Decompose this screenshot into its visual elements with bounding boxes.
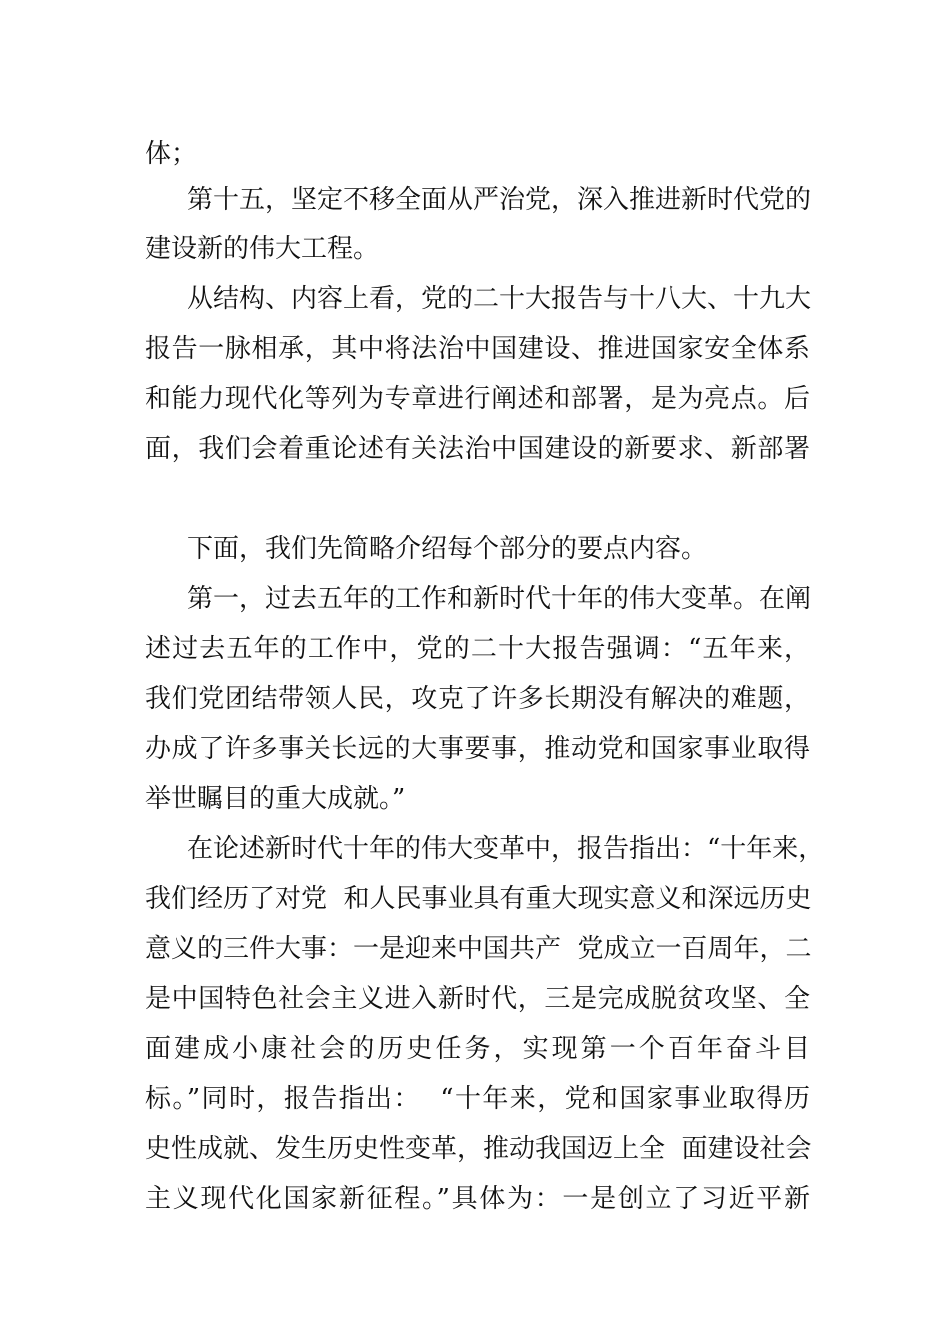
text-line: 建设新的伟大工程。 [145, 234, 380, 264]
text-line: 第一，过去五年的工作和新时代十年的伟大变革。在阐 [187, 584, 812, 614]
text-line: 下面，我们先简略介绍每个部分的要点内容。 [187, 534, 708, 564]
text-line: 体； [145, 139, 198, 169]
text-line: 在论述新时代十年的伟大变革中，报告指出：“十年来， [187, 834, 825, 864]
text-line: 面，我们会着重论述有关法治中国建设的新要求、新部署 [145, 434, 810, 464]
text-line: 面建成小康社会的历史任务，实现第一个百年奋斗目 [145, 1034, 810, 1064]
text-line: 第十五，坚定不移全面从严治党，深入推进新时代党的 [187, 185, 812, 215]
text-line: 主义现代化国家新征程。”具体为：一是创立了习近平新 [145, 1184, 810, 1214]
text-line: 报告一脉相承，其中将法治中国建设、推进国家安全体系 [145, 334, 810, 364]
text-line: 和能力现代化等列为专章进行阐述和部署，是为亮点。后 [145, 384, 810, 414]
text-line: 意义的三件大事：一是迎来中国共产 党成立一百周年，二 [145, 934, 812, 964]
text-line: 史性成就、发生历史性变革，推动我国迈上全 面建设社会 [145, 1134, 812, 1164]
text-line: 我们经历了对党 和人民事业具有重大现实意义和深远历史 [145, 884, 812, 914]
text-line: 办成了许多事关长远的大事要事，推动党和国家事业取得 [145, 734, 810, 764]
text-line: 述过去五年的工作中，党的二十大报告强调：“五年来， [145, 634, 810, 664]
text-line: 举世瞩目的重大成就。” [145, 784, 406, 814]
text-line: 从结构、内容上看，党的二十大报告与十八大、十九大 [187, 284, 812, 314]
text-line: 是中国特色社会主义进入新时代，三是完成脱贫攻坚、全 [145, 984, 810, 1014]
text-line: 我们党团结带领人民，攻克了许多长期没有解决的难题， [145, 684, 810, 714]
text-line: 标。”同时，报告指出： “十年来，党和国家事业取得历 [145, 1084, 810, 1114]
